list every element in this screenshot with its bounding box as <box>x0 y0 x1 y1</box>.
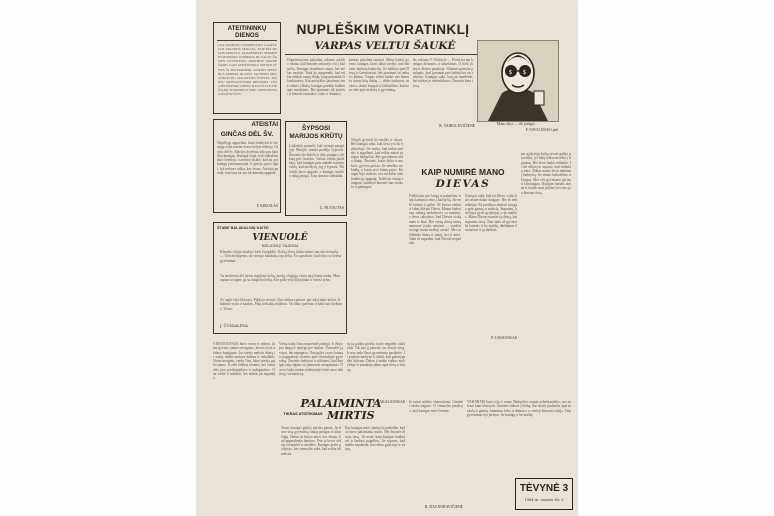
right-bottom-text: VAKARAIS buvo tylu ir ramu. Bažnyčios varpai nebeskambėjo, nes nebuvo kam klausytis. Žmonės rinkosi į klubą, kur skaitė paskaitas apie mokslą ir gamtą. Jaunimas šoko ir dainavo, o senieji klausėsi radijo. Taip gyvenimas ėjo pirmyn, be kunigų ir be maldų. <box>467 400 571 417</box>
cartoon-drawing <box>478 41 558 121</box>
mirtis-col3: Jo turtai atiteko vienuolynui. Giminės nieko negavo. O vienuolės pasakojo, kad kunigas mirė šventas. <box>409 400 463 413</box>
poem-stanza-2: Tu nesilemai dėl tiesos regėjimo kelių, juodų, slogiųjų vienų tarp lėpnų rankų. Man sapnavai sapne, gi su daugeliu kelių, Kur pilki vėjo klajojimai ir šviesa tylus. <box>220 274 340 283</box>
varpas-col2: pirmas pakalnių tamsiai. Mūsų kaime gyveno kunigas, kuris labai norėjo, kad žmonės lankytų bažnyčią. Jis kalbėjo apie Dievą ir šventuosius, bet jaunimui tai nebuvo įdomu. Varpas veltui šaukė, nes žmonės turėjo kitų darbų — dirbo laukuose, mokėsi, skaitė knygas ir laikraščius, kuriuose rašė apie mokslą ir gyvenimą. <box>349 58 409 93</box>
mirtis-col1: Senas kunigas gulėjo mirties patale. Jis buvo visą gyvenimą rinkęs pinigus iš tikinčiųjų. Dabar jis bijojo mirti, nes žinojo, kad apgaudinėjo žmones. Prie jo lovos sėdėjo vienuolės ir meldėsi. Kunigas prašė gydytojo, bet vienuolės sakė, kad reikia tik melstis. <box>281 426 341 456</box>
bottom-col3: su jų puikiu grožiu, kurio negalėjo atskleisti. Tik kas jį pamatė, tas žinojo tiesą. Ir nuo tada Onos gyvenimas pasikeitė. Ji pradėjo mokytis ir dirbti, kad galėtų padėti kitiems. Dabar ji moko vaikus mokykloje ir pasakoja jiems apie tiesą ir laisvę. <box>347 342 405 372</box>
bottom-sign: K. SAKALAUSKAS <box>372 400 405 404</box>
cartoon-figure <box>477 40 559 122</box>
poem-sign: J. ČUNIALEVA <box>220 323 248 328</box>
ginchas-box <box>213 119 281 213</box>
sypsosi-box <box>285 121 347 216</box>
ginchas-sign: P. KIRUILAS <box>256 204 278 208</box>
poem-kicker: ŠTABE BALAKALNIŲ KAITE: <box>217 226 270 230</box>
svg-text:$: $ <box>522 69 527 76</box>
poem-stanza-1: Klaudas vėjuje atsakiys kiek žvaigždės. Kokią šlovę kūdaviniuos sau ant vienuolų — Tiesi bedygėnus tik vien po kaudukų tarp kelių, Tos pasakose, kad tylus su šviesa gyvenimas. <box>220 250 342 263</box>
news-box <box>213 22 281 114</box>
middle-column-text: Negali gyventi be meilės ir tiesos. Bet kunigai sako, kad tiesa yra tik bažnyčioje. Jie moko, kad reikia melstis ir atgailauti, kad reikia aukoti pinigus bažnyčiai. Bet gyvenimas rodo kitaip. Žmonės, kurie dirba ir mokosi, gyvena geriau. Jie neieško stebuklų, o kuria savo laimę patys. Kunigai bijo mokslo, nes mokslas atskleidžia jų apgaulę. Todėl jie visaip stengiasi sulaikyti žmones nuo mokslo ir pažangos. <box>351 138 403 190</box>
dievas-col3: per gydytojų darbą sesutė galėjo pasveikti, jei būtų laiku nuvežta į ligoninę. Bet tėvai laukė stebuklo. Ir tik vėliau jie suprato, kad stebuklų nėra. Dabar mano tėvai nebeina į bažnyčią. Jie skaito laikraščius ir knygas. Mes visi gyvename geriau ir laimingiau. Kunigas kartais ateina ir bando mus įtikinti, bet mes jau žinome tiesą. <box>521 152 571 195</box>
poem-stanza-3: Ar ruglo sėja dirbsuos. Pikdyja vietose. Kur veikas ypatuse, per atkyrinius kelius. Ir šaltinio vyrai ir kaukės, Pikų stebuklų dailenso. Vis būta: pareitas ir kaltė ant kryžiaus. Tėvas. <box>220 298 342 311</box>
varpas-col3: šis vakaras V. Velaityte — Petrai ka ten kunigas dienomis ir sakydamas. O kiek jis ten ir dienos pasakoja. Vakarais pranyta paslaptis, kad jų namai prie bažnyčios vis tuštesni. Kunigas sako, kad tai nuodėmė, bet niekas jo nebesiklauso. Žmonės žino tiesą. <box>413 58 473 88</box>
mirtis-kicker: TIKRAS ATSITIKIMAS <box>283 412 323 416</box>
dievas-kicker: KAIP NUMIRĖ MANO <box>421 167 505 177</box>
logo-issue: 1964 m. vasaris Nr. 3 <box>524 498 564 502</box>
mirtis-title-2: MIRTIS <box>327 409 375 422</box>
news-text: LKP RAMIOJO VANDENYNO GAMYKLOS SPAUDOS SEKCIJA, TAIP PAT RYGOS MOKSLŲ AKADEMIJOS SĖKMINĖS RINKIMŲ KOMISIJA IR NAUJŲ ŠALIES GYVENTOJŲ TARYBOS: PRANEŠAME, KAD ATEITININKŲ DIENOS ĮVYKS ŠĮ SEKMADIENĮ, KURIOS METU BUS MINIMA IR KITŲ JAUNIMO ORGANIZACIJŲ SUKAKTIES ŠVENTĖ, SKIRTŲ ARTĖJANČIOMS DIENOMS. VISI ATEITININKŲ DIENŲ DALYVIAI KVIEČIAMI SUSIRINKTI PRIE VIENUOLYNO BAŽNYČIOS. <box>218 43 277 97</box>
sypsosi-sign: G. BUTAUTAS <box>319 206 344 210</box>
newspaper-logo <box>515 478 573 510</box>
svg-text:$: $ <box>508 69 513 76</box>
sypsosi-title: ŠYPSOSI MARIJOS KRŪTŲ <box>289 125 343 140</box>
logo-text: TĖVYNĖ 3 <box>519 483 569 494</box>
dievas-title: DIEVAS <box>435 178 491 190</box>
mirtis-col2: Kai kunigas mirė, bažnyčia paskelbė, kad tai buvo palaiminta mirtis. Bet žmonės žinojo tiesą. Jie matė, kaip kunigas kankinosi ir šaukėsi pagalbos. Jie suprato, kad malda nepadeda, kai reikia gydytojo ir vaistų. <box>345 426 405 452</box>
masthead-title: NUPLĖŠKIM VORATINKLĮ <box>296 22 470 37</box>
cartoon-credit: P. NAVALINSKO piel. <box>525 128 559 132</box>
varpas-sign: R. VAIRULEVIČIENĖ <box>439 124 475 128</box>
mirtis-title: PALAIMINTA <box>300 397 382 410</box>
poem-box <box>213 222 347 334</box>
newspaper-page <box>197 0 577 516</box>
cartoon-caption: Mano akys — tik pinigai... <box>496 122 538 126</box>
ginchas-kicker: ATEISTAI <box>251 122 278 128</box>
news-title: ATEITININKŲ DIENOS <box>227 25 267 39</box>
poem-title: VIENUOLĖ <box>252 233 308 243</box>
dievas-col2: Kunigas sakė, kad tai Dievo valia, kad sesutė dabar danguje. Bet aš nebetikėjau. Aš pradėjau skaityti knygas apie gamtą ir mokslą. Supratau, kad ligas gydo gydytojai, o ne maldos. Mano Dievas numirė tą dieną, kai supratau tiesą. Nuo tada aš gyvenu be baimės ir be maldų, tikėdamas žmonėmis ir jų darbais. <box>465 194 517 233</box>
dievas-sign: P. JANAUSKAS <box>491 336 517 340</box>
ginchas-title: GINČAS DĖL ŠV. <box>220 131 274 138</box>
varpas-col1: Organizuojami pakalnių vakaras atsitiko rimtai, kad žmonės nenorėjo eiti į bažnyčią. Kunigas skambino varpu, bet niekas neatėjo. Tada jis nusprendė, kad reikia ieškoti naujų būdų, kaip pritraukti tikinčiuosius. Kai mokyklos jaunimas ėmė rinktis į klubą, kunigas pradėjo kalbėti apie nuodėmes. Bet jaunimas tik juokėsi ir klausėsi muzikos, šoko ir dainavo. <box>287 58 345 97</box>
masthead-subtitle: VARPAS VELTUI ŠAUKĖ <box>314 40 456 52</box>
bottom-col1: VIENUOLYNAS buvo senas ir niūrus. Jame gyveno jaunos merginos, kurias tėvai atidavė kunigams. Jos turėjo melstis dieną ir naktį, dirbti sunkius darbus ir nekalbėti. Viena mergina, vardu Ona, labai norėjo grįžti namo. Ji rašė laiškus tėvams, bet vienuolės juos perskaitydavo ir sudegindavo. Ona verkė ir meldėsi, bet niekas jai nepadėjo. <box>213 342 275 381</box>
ginchas-text: Neprilygs apgavikui, kuris bažnyčia ir šventųjų valia nuolat tiesos kelyje ieškojo. Ginčas dėl šv. Marijos kryžiaus kilo pas katalikų kunigus. Kunigai teigė, kad stebuklus daro šventoji, o ateistai atsakė, kad tai yra kunigų prasimanymai. Ir ginčas tęsėsi ilgai, kol nebuvo aišku, kas teisus. Ateistai parodė, kad visa tai yra tik žmonių apgaulė. <box>217 141 278 176</box>
poem-subtitle: KELIONIŲ VAIZDAI <box>261 244 299 248</box>
dievas-col1: Pažiūrėjau pro langą ir pamačiau, kaip kaimynai eina į bažnyčią. Jie nešė žvakes ir gėles. Aš buvau vaikas ir labai tikėjau Dievu. Mama kiekvieną vakarą melsdavosi su manimi, o tėvas sakydavo, kad Dievas viską mato ir žino. Bet vieną dieną mūsų namuose įvyko nelaimė — sunkiai susirgo mano mažoji sesutė. Mes meldėmės dieną ir naktį, bet ji mirė. Tada aš supratau, kad Dievas nepadeda. <box>409 194 461 246</box>
bottom-col2: Vieną naktį Ona nusprendė pabėgti. Ji išlipo pro langą ir nubėgo per laukus. Vienuolės ją vijosi, bet nepagavo. Ona grįžo į savo kaimą ir papasakojo visiems apie vienuolyno gyvenimą. Žmonės stebėjosi ir piktinosi, kad kunigai taip elgiasi su jaunomis merginomis. Nuo to laiko niekas nebenorėjo leisti savo dukterų į vienuolyną. <box>279 342 343 377</box>
sypsosi-text: Laikraštis pranešė, kad vienoje parapijoje Marijos statula pradėjo šypsotis. Žmonės ėjo žiūrėti ir dėjo pinigus į dėžutę prie statulos. Tačiau vėliau paaiškėjo, kad kunigas pats nudažė statulos veidą, kad atrodytų, jog ji šypsosi. Tikintieji buvo apgauti, o kunigas surinko daug pinigų. Taip daroma stebuklai. <box>289 144 344 179</box>
mirtis-sign: B. DAGNORAVIČIENĖ <box>424 505 463 509</box>
